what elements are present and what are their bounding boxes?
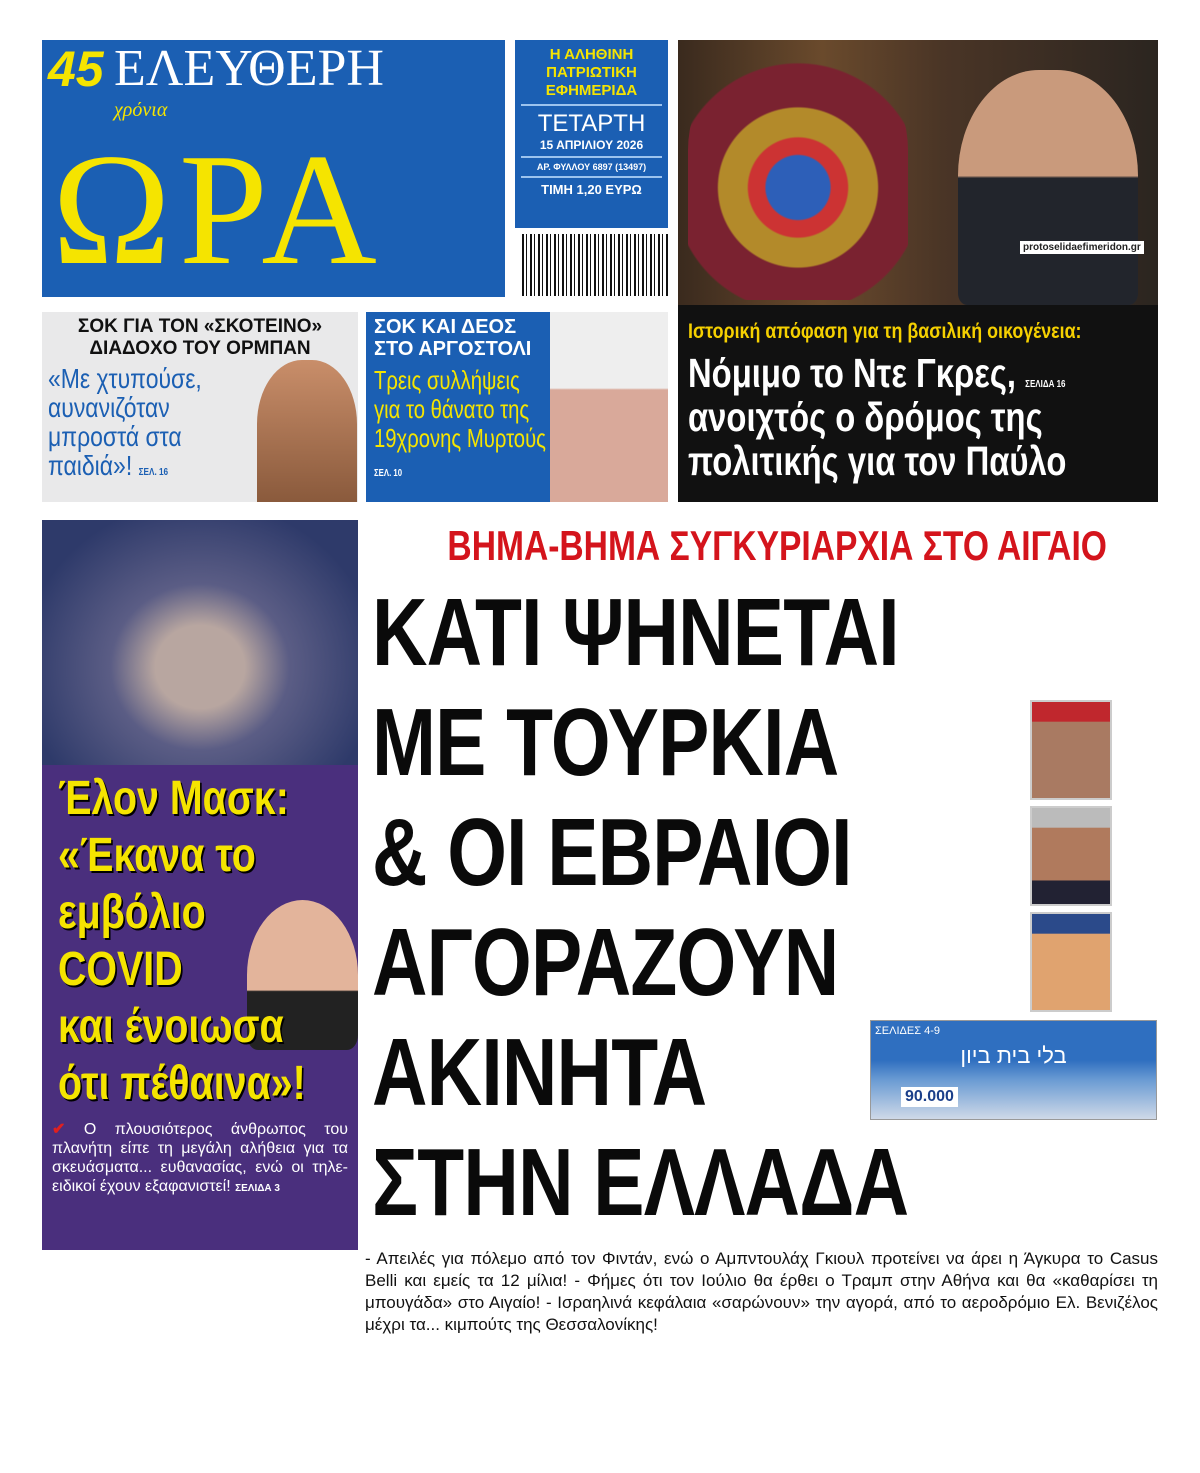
issue-date: 15 ΑΠΡΙΛΙΟΥ 2026 bbox=[539, 138, 644, 152]
story-orban-heir bbox=[42, 312, 358, 502]
divider bbox=[521, 176, 662, 178]
musk-body: Ο πλουσιότερος άνθρωπος του πλανήτη είπε τη μεγάλη αλήθεια για τα σκευάσματα... ευθανασίας, ενώ οι τηλε-ειδικοί έχουν εξαφανιστεί! bbox=[52, 1121, 348, 1195]
divider bbox=[521, 104, 662, 106]
story-argostoli bbox=[366, 312, 668, 502]
headline-line-1: ΚΑΤΙ ΨΗΝΕΤΑΙ bbox=[372, 579, 899, 686]
story1-quote-block bbox=[48, 364, 245, 487]
headline-line-2: ΜΕ ΤΟΥΡΚΙΑ bbox=[372, 689, 839, 796]
issue-info bbox=[515, 40, 668, 228]
royal-photo bbox=[678, 40, 1158, 305]
anniversary-number: 45 bbox=[48, 41, 104, 97]
royal-headline-3: πολιτικής για τον Παύλο bbox=[688, 438, 1067, 484]
story1-kicker-1: ΣΟΚ ΓΙΑ ΤΟΝ «ΣΚΟΤΕΙΝΟ» bbox=[77, 316, 323, 337]
story1-kicker-2: ΔΙΑΔΟΧΟ ΤΟΥ ΟΡΜΠΑΝ bbox=[89, 338, 311, 359]
trump-photo bbox=[1030, 912, 1112, 1012]
royal-overline: Ιστορική απόφαση για τη βασιλική οικογένεια: bbox=[688, 320, 1082, 343]
slogan-2: ΠΑΤΡΙΩΤΙΚΗ bbox=[546, 64, 637, 81]
gul-photo bbox=[1030, 806, 1112, 906]
main-overline: ΒΗΜΑ-ΒΗΜΑ ΣΥΓΚΥΡΙΑΡΧΙΑ ΣΤΟ ΑΙΓΑΙΟ bbox=[447, 522, 1107, 569]
royal-story bbox=[678, 305, 1158, 502]
woman-photo bbox=[550, 312, 668, 502]
slogan-3: ΕΦΗΜΕΡΙΔΑ bbox=[545, 82, 638, 99]
slogan-1: Η ΑΛΗΘΙΝΗ bbox=[549, 46, 634, 63]
headline-line-4: ΑΓΟΡΑΖΟΥΝ bbox=[372, 909, 839, 1016]
ad-price: 90.000 bbox=[901, 1087, 958, 1107]
musk-story bbox=[42, 520, 358, 1250]
woman-photo bbox=[257, 360, 357, 502]
issue-number: ΑΡ. ΦΥΛΛΟΥ 6897 (13497) bbox=[536, 162, 647, 172]
musk-headline-5: και ένοιωσα bbox=[58, 1000, 284, 1053]
skulls-photo bbox=[42, 520, 358, 765]
page-ref: ΣΕΛ. 16 bbox=[138, 467, 169, 478]
page-ref: ΣΕΛ. 10 bbox=[374, 468, 403, 479]
headline-line-5: ΑΚΙΝΗΤΑ bbox=[372, 1019, 707, 1126]
issue-day: ΤΕΤΑΡΤΗ bbox=[537, 110, 646, 137]
masthead bbox=[42, 40, 505, 297]
divider bbox=[521, 156, 662, 158]
headline-line-6: ΣΤΗΝ ΕΛΛΑΔΑ bbox=[372, 1129, 909, 1236]
fidan-photo bbox=[1030, 700, 1112, 800]
masthead-title-main: ΩΡΑ bbox=[52, 120, 385, 297]
israeli-ad-image bbox=[870, 1020, 1157, 1120]
masthead-title-top: ΕΛΕΥΘΕΡΗ bbox=[114, 40, 384, 97]
page-ref: ΣΕΛΙΔΑ 16 bbox=[1025, 379, 1066, 390]
musk-headline-1: Έλον Μασκ: bbox=[58, 772, 289, 825]
royal-headline-1: Νόμιμο το Ντε Γκρες, ΣΕΛΙΔΑ 16 bbox=[688, 350, 1066, 396]
musk-headline-2: «Έκανα το bbox=[58, 829, 256, 882]
ad-hebrew-text: בלי בית ביון bbox=[960, 1043, 1067, 1068]
main-subtext: - Απειλές για πόλεμο από τον Φιντάν, ενώ ο Αμπντουλάχ Γκιουλ προτείνει να άρει η Άγκυρα το Casus Belli και εμείς τα 12 μίλια! - Φήμες ότι τον Ιούλιο θα έρθει ο Τραμπ στην Αθήνα και θα «καθαρίσει τη μπουγάδα» στο Αιγαίο! - Ισραηλινά κεφάλαια «σαρώνουν» την αγορά, από το αεροδρόμιο Ελ. Βενιζέλος μέχρι τα... κιμπούτς της Θεσσαλονίκης! bbox=[365, 1249, 1158, 1334]
watermark: protoselidaefimeridon.gr bbox=[1020, 241, 1144, 254]
portrait-image bbox=[958, 70, 1138, 305]
anniversary-word: χρόνια bbox=[114, 99, 168, 121]
story1-quote: «Με χτυπούσε, αυνανιζόταν μπροστά στα παιδιά»! bbox=[48, 363, 202, 481]
story2-kicker-1: ΣΟΚ ΚΑΙ ΔΕΟΣ bbox=[374, 316, 517, 338]
headline-line-3: & ΟΙ ΕΒΡΑΙΟΙ bbox=[372, 799, 852, 906]
story2-quote-block bbox=[374, 366, 550, 488]
issue-price: ΤΙΜΗ 1,20 ΕΥΡΩ bbox=[541, 182, 642, 197]
musk-headline-6: ότι πέθαινα»! bbox=[58, 1057, 306, 1110]
musk-headline-3: εμβόλιο bbox=[58, 886, 206, 939]
check-icon: ✔ bbox=[52, 1121, 66, 1138]
barcode bbox=[522, 234, 668, 296]
royal-headline-2: ανοιχτός ο δρόμος της bbox=[688, 394, 1043, 440]
story2-kicker-2: ΣΤΟ ΑΡΓΟΣΤΟΛΙ bbox=[374, 338, 532, 360]
main-overline-box bbox=[365, 522, 1158, 570]
story2-quote: Τρεις συλλήψεις για το θάνατο της 19χρονης Μυρτούς bbox=[374, 365, 546, 453]
main-headline bbox=[372, 578, 1158, 1238]
musk-headline-4: COVID bbox=[58, 943, 183, 996]
ad-pages: ΣΕΛΙΔΕΣ 4-9 bbox=[875, 1025, 940, 1037]
coat-of-arms-image bbox=[688, 50, 908, 300]
page-ref: ΣΕΛΙΔΑ 3 bbox=[235, 1183, 280, 1194]
